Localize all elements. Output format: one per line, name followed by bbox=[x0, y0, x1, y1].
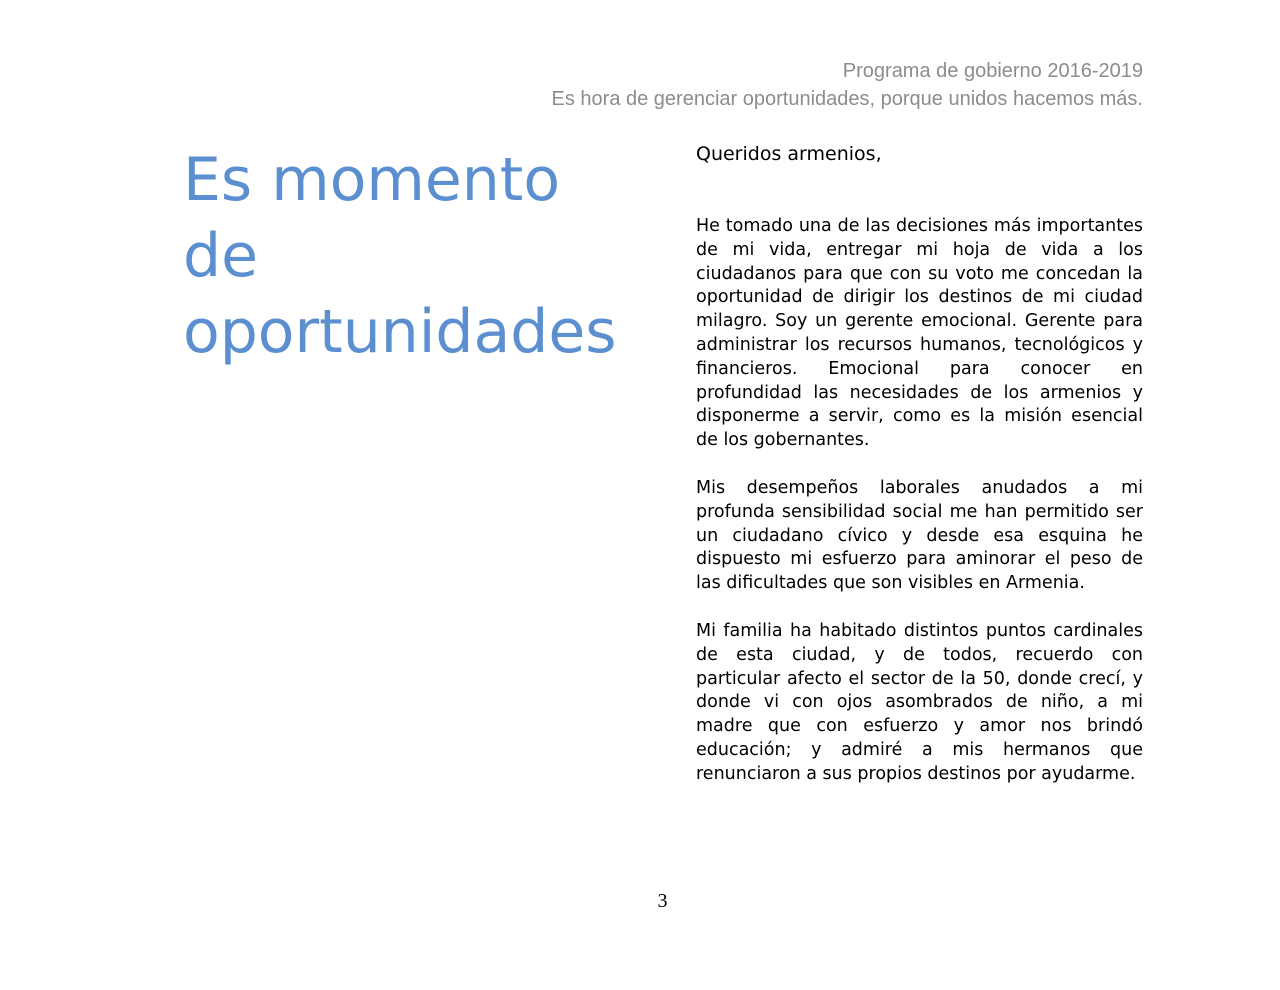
header-slogan: Es hora de gerenciar oportunidades, porque unidos hacemos más. bbox=[551, 88, 1143, 110]
letter-paragraph: He tomado una de las decisiones más importantes de mi vida, entregar mi hoja de vida a los ciudadanos para que con su voto me concedan la oportunidad de dirigir los destinos de mi ciudad milagro. Soy un gerente emocional. Gerente para administrar los recursos humanos, tecnológicos y financieros. Emocional para conocer en profundidad las necesidades de los armenios y disponerme a servir, como es la misión esencial de los gobernantes. bbox=[696, 216, 1143, 451]
page-title bbox=[183, 142, 643, 370]
letter-paragraph: Mis desempeños laborales anudados a mi profunda sensibilidad social me han permitido ser un ciudadano cívico y desde esa esquina he dispuesto mi esfuerzo para aminorar el peso de las dificultades que son visibles en Armenia. bbox=[696, 477, 1143, 594]
page-title-line-3: oportunidades bbox=[183, 297, 617, 367]
page-header bbox=[552, 57, 1143, 113]
page-title-line-1: Es momento bbox=[183, 145, 561, 215]
letter-salutation: Queridos armenios, bbox=[696, 143, 882, 165]
page-title-line-2: de bbox=[183, 221, 258, 291]
page-number: 3 bbox=[657, 890, 668, 912]
letter-paragraph: Mi familia ha habitado distintos puntos cardinales de esta ciudad, y de todos, recuerdo con particular afecto el sector de la 50, donde crecí, y donde vi con ojos asombrados de niño, a mi madre que con esfuerzo y amor nos brindó educación; y admiré a mis hermanos que renunciaron a sus propios destinos por ayudarme. bbox=[696, 620, 1143, 784]
header-program-title: Programa de gobierno 2016-2019 bbox=[842, 60, 1143, 82]
letter-body bbox=[696, 141, 1143, 811]
